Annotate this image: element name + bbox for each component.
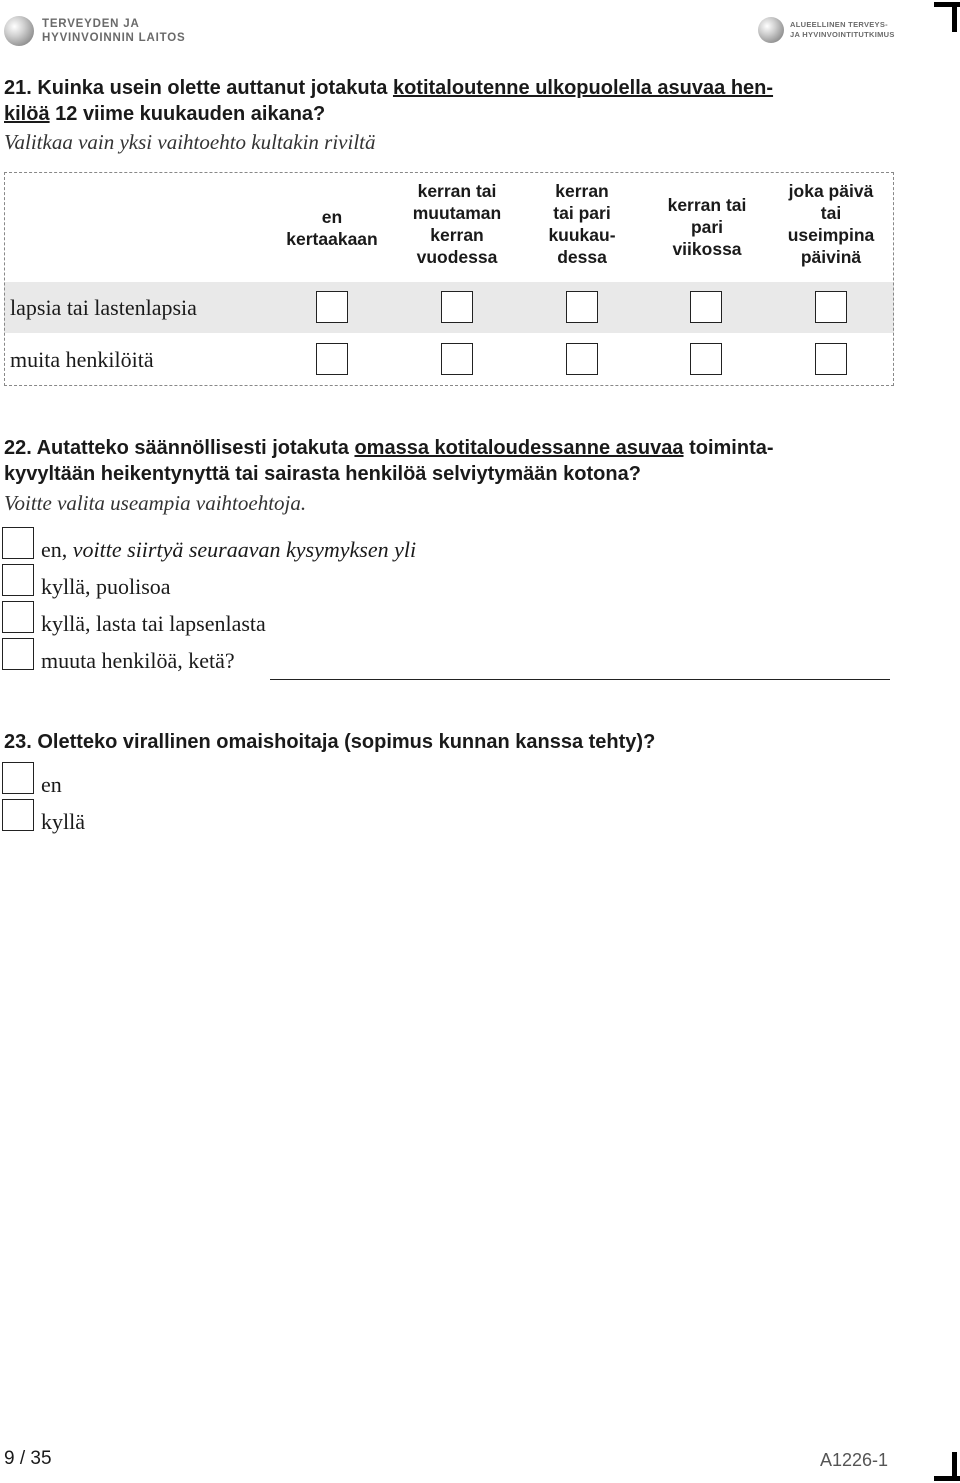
q22-option-label: kyllä, lasta tai lapsenlasta: [41, 611, 266, 636]
page-number: 9 / 35: [4, 1448, 52, 1469]
q21-col-header: en kertaakaan: [286, 207, 378, 249]
q23-option-label: kyllä: [41, 809, 85, 834]
q22-option-label: muuta henkilöä, ketä?: [41, 648, 235, 673]
q21-col-header: joka päivä tai useimpina päivinä: [787, 181, 875, 267]
crop-mark-top-right: [952, 2, 957, 32]
q22-title-line2: kyvyltään heikentynyttä tai sairasta henkilöä selviytymään kotona?: [4, 463, 641, 485]
q21-title-line1: 21. Kuinka usein olette auttanut jotakuta kotitaloutenne ulkopuolella asuvaa hen-: [4, 77, 774, 99]
thl-logo-line2: HYVINVOINNIN LAITOS: [42, 32, 186, 44]
q21-row-label: lapsia tai lastenlapsia: [10, 295, 197, 320]
q21-col-header: kerran tai pari viikossa: [667, 195, 747, 259]
q21-col-header: kerran tai pari kuukau- dessa: [548, 181, 616, 267]
q21-row2-checkbox[interactable]: [566, 343, 598, 375]
q21-title-line2: kilöä 12 viime kuukauden aikana?: [4, 103, 326, 125]
q22-option-checkbox[interactable]: [2, 564, 34, 596]
q22-option-checkbox[interactable]: [2, 527, 34, 559]
q21-row1-checkbox[interactable]: [690, 291, 722, 323]
q22-title-line1: 22. Autatteko säännöllisesti jotakuta omassa kotitaloudessanne asuvaa toiminta-: [4, 437, 774, 459]
q22-option-label: en, voitte siirtyä seuraavan kysymyksen yli: [41, 537, 417, 562]
q22-option-checkbox[interactable]: [2, 638, 34, 670]
q21-row2-checkbox[interactable]: [815, 343, 847, 375]
q23-option-label: en: [41, 772, 62, 797]
q21-row1-checkbox[interactable]: [441, 291, 473, 323]
q22-option-label: kyllä, puolisoa: [41, 574, 171, 599]
form-code: A1226-1: [820, 1450, 889, 1470]
q22-other-fill-line[interactable]: [270, 679, 890, 680]
q23-title: 23. Oletteko virallinen omaishoitaja (sopimus kunnan kanssa tehty)?: [4, 731, 656, 753]
q23-option-checkbox[interactable]: [2, 762, 34, 794]
globe-icon: [4, 16, 34, 46]
q21-row-label: muita henkilöitä: [10, 347, 154, 372]
q21-row2-checkbox[interactable]: [316, 343, 348, 375]
globe-icon: [758, 17, 784, 43]
thl-logo-line1: TERVEYDEN JA: [42, 18, 140, 30]
q22-instruction: Voitte valita useampia vaihtoehtoja.: [4, 491, 307, 515]
regional-logo-line2: JA HYVINVOINTITUTKIMUS: [790, 30, 895, 39]
q23-option-checkbox[interactable]: [2, 799, 34, 831]
crop-mark-bottom-right: [952, 1452, 957, 1481]
q21-col-header: kerran tai muutaman kerran vuodessa: [412, 181, 502, 267]
q21-row1-checkbox[interactable]: [316, 291, 348, 323]
regional-logo-line1: ALUEELLINEN TERVEYS-: [790, 20, 888, 29]
q21-row2-checkbox[interactable]: [441, 343, 473, 375]
q21-row1-checkbox[interactable]: [815, 291, 847, 323]
q21-row2-checkbox[interactable]: [690, 343, 722, 375]
q21-row1-checkbox[interactable]: [566, 291, 598, 323]
q22-option-checkbox[interactable]: [2, 601, 34, 633]
q21-instruction: Valitkaa vain yksi vaihtoehto kultakin riviltä: [4, 130, 376, 154]
thl-logo: [4, 16, 186, 46]
regional-study-logo: [758, 15, 928, 45]
